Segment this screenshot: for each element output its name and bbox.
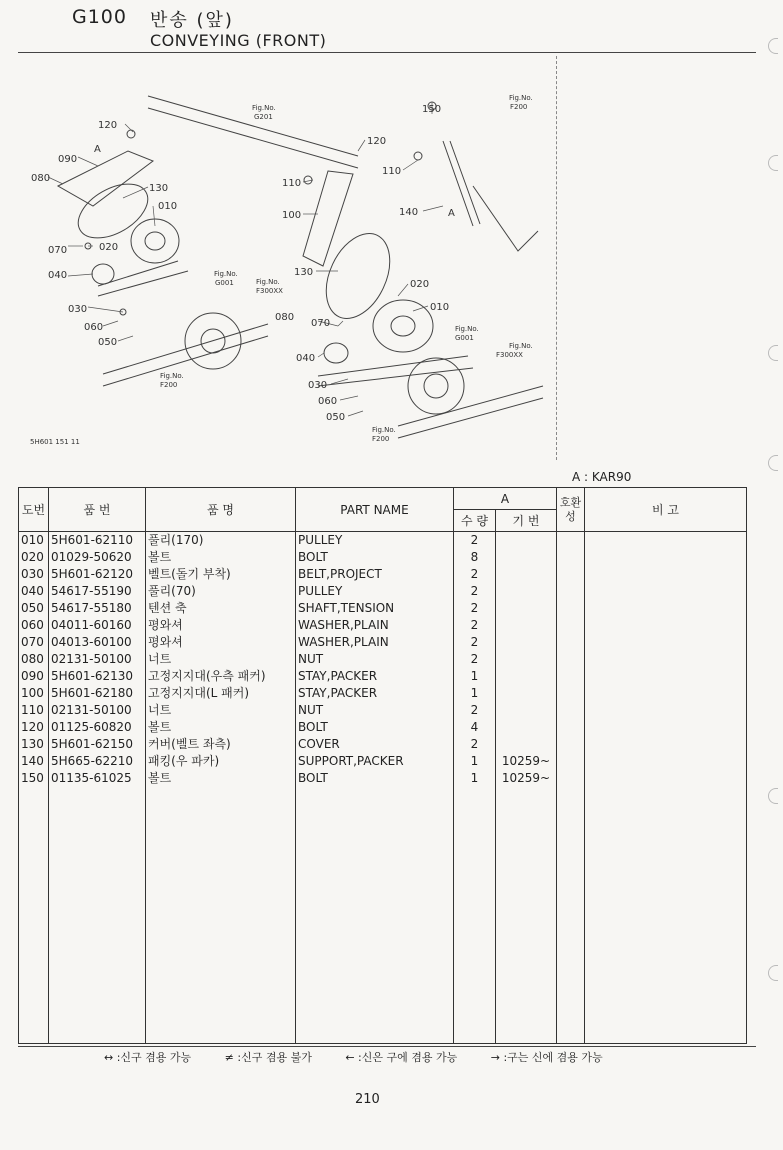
fig-ref-code: F200	[510, 103, 528, 111]
cell-quantity: 2	[454, 634, 496, 651]
compatibility-legend	[104, 1049, 633, 1065]
cell-compat	[557, 668, 585, 685]
cell-serial-number	[496, 566, 557, 583]
cell-part-name: BOLT	[296, 549, 454, 566]
cell-part-no: 150	[19, 770, 49, 787]
cell-part-no: 130	[19, 736, 49, 753]
cell-quantity: 1	[454, 668, 496, 685]
cell-remarks	[585, 753, 747, 770]
callout: 130	[294, 267, 314, 278]
cell-part-no: 020	[19, 549, 49, 566]
table-row	[19, 719, 747, 736]
cell-part-name: BELT,PROJECT	[296, 566, 454, 583]
callout-labels	[31, 104, 455, 423]
cell-part-name: SUPPORT,PACKER	[296, 753, 454, 770]
cell-remarks	[585, 617, 747, 634]
cell-compat	[557, 736, 585, 753]
sprocket-right	[408, 358, 464, 414]
cell-part-number: 54617-55190	[49, 583, 146, 600]
cell-compat	[557, 634, 585, 651]
table-row	[19, 634, 747, 651]
cell-quantity: 1	[454, 770, 496, 787]
cell-name-korean: 평와셔	[146, 634, 296, 651]
cell-serial-number	[496, 685, 557, 702]
cell-compat	[557, 651, 585, 668]
callout: 040	[48, 270, 68, 281]
cell-serial-number	[496, 617, 557, 634]
cell-part-number: 04011-60160	[49, 617, 146, 634]
cell-part-name: STAY,PACKER	[296, 668, 454, 685]
cell-part-number: 01135-61025	[49, 770, 146, 787]
cell-compat	[557, 702, 585, 719]
section-code: G100	[72, 6, 127, 28]
cell-part-number: 5H665-62210	[49, 753, 146, 770]
fig-ref-label: Fig.No.	[256, 278, 280, 286]
cell-part-number: 5H601-62180	[49, 685, 146, 702]
section-title-english: CONVEYING (FRONT)	[150, 31, 327, 50]
table-empty-area	[19, 787, 747, 1044]
cell-remarks	[585, 583, 747, 600]
callout: 020	[99, 242, 119, 253]
cell-part-number: 5H601-62150	[49, 736, 146, 753]
cell-serial-number	[496, 702, 557, 719]
table-row	[19, 566, 747, 583]
callout: 070	[48, 245, 68, 256]
exploded-parts-diagram	[18, 56, 554, 460]
cell-part-no: 080	[19, 651, 49, 668]
header-rule	[18, 52, 756, 53]
callout: 120	[367, 136, 387, 147]
cell-name-korean: 커버(벨트 좌측)	[146, 736, 296, 753]
col-header-compat: 호환성	[557, 488, 585, 532]
cell-name-korean: 평와셔	[146, 617, 296, 634]
cell-serial-number: 10259~	[496, 770, 557, 787]
cell-part-no: 040	[19, 583, 49, 600]
cell-serial-number	[496, 600, 557, 617]
cell-compat	[557, 583, 585, 600]
cell-serial-number	[496, 651, 557, 668]
cell-part-number: 01029-50620	[49, 549, 146, 566]
cell-quantity: 2	[454, 583, 496, 600]
table-row	[19, 549, 747, 566]
callout: 040	[296, 353, 316, 364]
callout: 030	[308, 380, 328, 391]
fig-ref-code: F200	[160, 381, 178, 389]
cell-remarks	[585, 736, 747, 753]
cell-quantity: 2	[454, 651, 496, 668]
col-header-serial: 기 번	[496, 510, 557, 532]
cell-serial-number	[496, 532, 557, 550]
col-header-group: A	[454, 488, 557, 510]
cell-quantity: 2	[454, 600, 496, 617]
cell-compat	[557, 753, 585, 770]
cell-compat	[557, 532, 585, 550]
table-row	[19, 583, 747, 600]
cell-part-number: 04013-60100	[49, 634, 146, 651]
parts-table	[18, 487, 747, 1044]
cell-part-number: 02131-50100	[49, 651, 146, 668]
cell-part-name: NUT	[296, 651, 454, 668]
cell-compat	[557, 566, 585, 583]
cell-name-korean: 벨트(돌기 부착)	[146, 566, 296, 583]
cell-part-no: 070	[19, 634, 49, 651]
table-row	[19, 702, 747, 719]
cell-name-korean: 고정지지대(L 패커)	[146, 685, 296, 702]
empty-cell	[146, 787, 296, 1044]
callout: 100	[282, 210, 302, 221]
cell-name-korean: 고정지지대(우측 패커)	[146, 668, 296, 685]
cell-compat	[557, 617, 585, 634]
page-number: 210	[355, 1092, 380, 1107]
empty-cell	[49, 787, 146, 1044]
diagram-divider	[556, 56, 557, 460]
cell-part-number: 01125-60820	[49, 719, 146, 736]
col-header-no: 도번	[19, 488, 49, 532]
table-bottom-rule	[18, 1046, 756, 1047]
table-row	[19, 685, 747, 702]
legend-item: ≠ :신구 겸용 불가	[224, 1051, 312, 1064]
marker-a: A	[94, 144, 101, 155]
cell-part-name: WASHER,PLAIN	[296, 634, 454, 651]
legend-item: → :구는 신에 겸용 가능	[490, 1051, 603, 1064]
callout: 130	[149, 183, 169, 194]
table-row	[19, 753, 747, 770]
col-header-remarks: 비 고	[585, 488, 747, 532]
fig-ref-label: Fig.No.	[372, 426, 396, 434]
pulley-70-left	[92, 264, 114, 284]
cell-serial-number	[496, 634, 557, 651]
empty-cell	[454, 787, 496, 1044]
cell-remarks	[585, 702, 747, 719]
cell-part-name: NUT	[296, 702, 454, 719]
callout: 140	[399, 207, 419, 218]
fig-ref-label: Fig.No.	[214, 270, 238, 278]
cell-name-korean: 텐션 축	[146, 600, 296, 617]
cell-part-number: 5H601-62130	[49, 668, 146, 685]
cover-left	[69, 173, 157, 249]
cell-quantity: 2	[454, 566, 496, 583]
fig-ref-label: Fig.No.	[455, 325, 479, 333]
cell-part-name: WASHER,PLAIN	[296, 617, 454, 634]
binder-hole	[768, 38, 778, 54]
callout: 050	[98, 337, 118, 348]
cell-serial-number	[496, 668, 557, 685]
cell-name-korean: 패킹(우 파카)	[146, 753, 296, 770]
binder-hole	[768, 788, 778, 804]
cell-compat	[557, 600, 585, 617]
fig-ref-code: F300XX	[256, 287, 283, 295]
pulley-70-right	[324, 343, 348, 363]
cell-part-name: PULLEY	[296, 532, 454, 550]
table-row	[19, 617, 747, 634]
cell-part-name: STAY,PACKER	[296, 685, 454, 702]
binder-hole	[768, 455, 778, 471]
cell-name-korean: 풀리(70)	[146, 583, 296, 600]
fig-ref-label: Fig.No.	[252, 104, 276, 112]
cell-serial-number	[496, 736, 557, 753]
cell-part-no: 120	[19, 719, 49, 736]
table-row	[19, 668, 747, 685]
cell-part-number: 02131-50100	[49, 702, 146, 719]
table-row	[19, 770, 747, 787]
cell-remarks	[585, 532, 747, 550]
callout: 080	[31, 173, 51, 184]
cell-compat	[557, 549, 585, 566]
cover-right	[314, 223, 403, 328]
callout: 060	[84, 322, 104, 333]
diagram-code: 5H601 151 11	[30, 438, 80, 446]
col-header-qty: 수 량	[454, 510, 496, 532]
cell-quantity: 1	[454, 685, 496, 702]
cell-quantity: 2	[454, 617, 496, 634]
cell-part-number: 5H601-62120	[49, 566, 146, 583]
callout: 110	[382, 166, 402, 177]
callout: 020	[410, 279, 430, 290]
legend-item: ↔ :신구 겸용 가능	[104, 1051, 192, 1064]
fig-ref-label: Fig.No.	[509, 342, 533, 350]
col-header-part-no: 품 번	[49, 488, 146, 532]
callout: 150	[422, 104, 442, 115]
cell-name-korean: 볼트	[146, 549, 296, 566]
cell-remarks	[585, 566, 747, 583]
empty-cell	[585, 787, 747, 1044]
cell-part-name: BOLT	[296, 719, 454, 736]
cell-name-korean: 너트	[146, 651, 296, 668]
cell-part-no: 010	[19, 532, 49, 550]
legend-item: ← :신은 구에 겸용 가능	[345, 1051, 458, 1064]
cell-compat	[557, 719, 585, 736]
cell-serial-number	[496, 549, 557, 566]
cell-quantity: 2	[454, 702, 496, 719]
cell-remarks	[585, 770, 747, 787]
table-row	[19, 651, 747, 668]
cell-part-no: 110	[19, 702, 49, 719]
binder-hole	[768, 965, 778, 981]
cell-name-korean: 풀리(170)	[146, 532, 296, 550]
table-row	[19, 532, 747, 550]
empty-cell	[557, 787, 585, 1044]
cell-name-korean: 너트	[146, 702, 296, 719]
pulley-170-right	[373, 300, 433, 352]
binder-hole	[768, 155, 778, 171]
cell-remarks	[585, 668, 747, 685]
empty-cell	[496, 787, 557, 1044]
cell-compat	[557, 685, 585, 702]
cell-quantity: 1	[454, 753, 496, 770]
cell-remarks	[585, 719, 747, 736]
callout: 030	[68, 304, 88, 315]
binder-hole	[768, 345, 778, 361]
col-header-part-name: PART NAME	[296, 488, 454, 532]
cell-compat	[557, 770, 585, 787]
fig-ref-label: Fig.No.	[160, 372, 184, 380]
cell-part-name: PULLEY	[296, 583, 454, 600]
fig-ref-code: G001	[455, 334, 474, 342]
fig-ref-code: G001	[215, 279, 234, 287]
cell-part-no: 030	[19, 566, 49, 583]
cell-quantity: 2	[454, 736, 496, 753]
cell-remarks	[585, 685, 747, 702]
cell-serial-number	[496, 583, 557, 600]
cell-quantity: 2	[454, 532, 496, 550]
cell-part-name: COVER	[296, 736, 454, 753]
cell-remarks	[585, 600, 747, 617]
cell-quantity: 4	[454, 719, 496, 736]
callout: 110	[282, 178, 302, 189]
cell-part-name: SHAFT,TENSION	[296, 600, 454, 617]
callout: 090	[58, 154, 78, 165]
cell-serial-number	[496, 719, 557, 736]
fig-ref-code: F300XX	[496, 351, 523, 359]
callout: 010	[158, 201, 178, 212]
col-header-name-ko: 품 명	[146, 488, 296, 532]
marker-a: A	[448, 208, 455, 219]
callout: 010	[430, 302, 450, 313]
cell-part-no: 100	[19, 685, 49, 702]
cell-serial-number: 10259~	[496, 753, 557, 770]
cell-remarks	[585, 634, 747, 651]
callout: 070	[311, 318, 331, 329]
cell-part-no: 060	[19, 617, 49, 634]
callout: 060	[318, 396, 338, 407]
cell-part-no: 090	[19, 668, 49, 685]
fig-ref-code: F200	[372, 435, 390, 443]
empty-cell	[296, 787, 454, 1044]
cell-quantity: 8	[454, 549, 496, 566]
cell-name-korean: 볼트	[146, 770, 296, 787]
cell-part-no: 050	[19, 600, 49, 617]
cell-name-korean: 볼트	[146, 719, 296, 736]
cell-part-name: BOLT	[296, 770, 454, 787]
section-title-korean: 반송 (앞)	[150, 10, 234, 31]
fig-ref-label: Fig.No.	[509, 94, 533, 102]
cell-remarks	[585, 549, 747, 566]
cell-part-no: 140	[19, 753, 49, 770]
callout: 080	[275, 312, 295, 323]
cell-remarks	[585, 651, 747, 668]
cell-part-number: 5H601-62110	[49, 532, 146, 550]
callout: 120	[98, 120, 118, 131]
empty-cell	[19, 787, 49, 1044]
table-row	[19, 600, 747, 617]
model-note: A : KAR90	[572, 470, 632, 484]
figure-references	[30, 94, 533, 446]
fig-ref-code: G201	[254, 113, 273, 121]
callout: 050	[326, 412, 346, 423]
table-row	[19, 736, 747, 753]
stay-packer-right	[303, 171, 353, 266]
cell-part-number: 54617-55180	[49, 600, 146, 617]
